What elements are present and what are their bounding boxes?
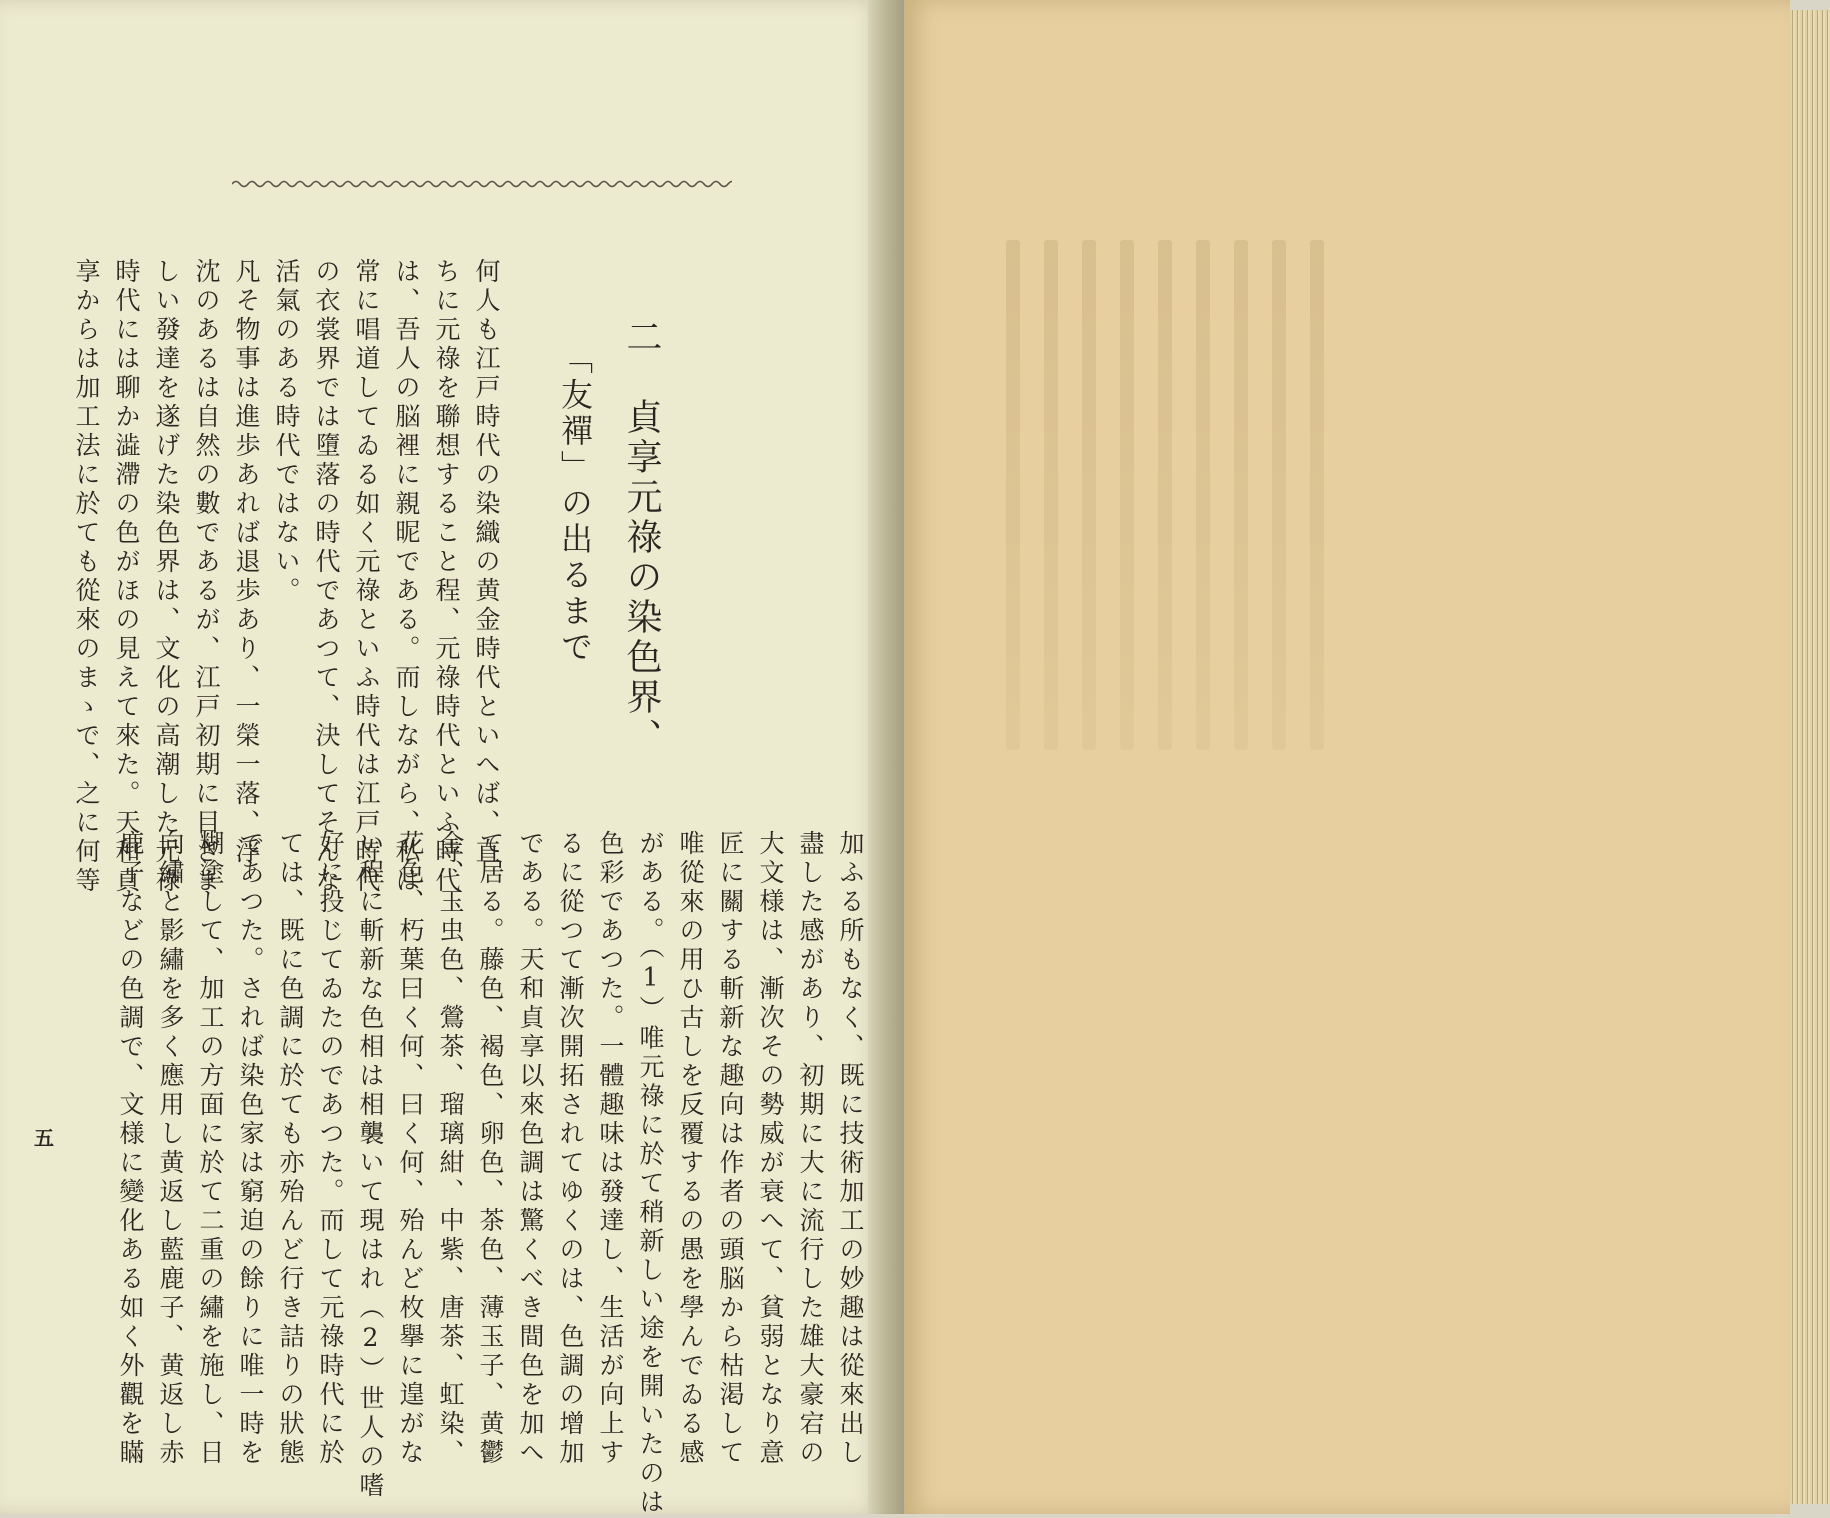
wavy-rule-divider (232, 176, 732, 192)
show-through-text (1006, 240, 1020, 750)
show-through-text (1044, 240, 1058, 750)
section-heading (542, 318, 674, 758)
show-through-text (1272, 240, 1286, 750)
show-through-text (1196, 240, 1210, 750)
page-number: 五 (34, 1126, 54, 1150)
section-title-line1: 貞享元祿の染色界、 (621, 398, 662, 758)
show-through-text (1158, 240, 1172, 750)
left-page (0, 0, 880, 1518)
page-edge-stack (1790, 10, 1830, 1504)
section-title-line2: 「友禪」の出るまで (556, 358, 594, 666)
body-text-lower: 加ふる所もなく、既に技術加工の妙趣は從來出し 盡した感があり、初期に大に流行した雄大豪宕の 大文様は、漸次その勢威が衰へて、貧弱となり意 匠に關する斬新な趣向は作者の頭脳から枯渇して 唯從來の用ひ古しを反覆するの愚を學んでゐる感 がある。（1）唯元祿に於て稍新しい途を開いたのは 色彩であつた。一體趣味は發達し、生活が向上す るに從つて漸次開拓されてゆくのは、色調の增加 である。天和貞享以來色調は驚くべき間色を加へ て居る。藤色、褐色、卵色、茶色、薄玉子、黄鬱 金、玉虫色、鶯茶、瑠璃紺、中紫、唐茶、虹染、 花色、朽葉曰く何、曰く何、殆んど枚擧に遑がな い程に斬新な色相は相襲いて現はれ（2）世人の嗜 好に投じてゐたのであつた。而して元祿時代に於 ては、既に色調に於ても亦殆んど行き詰りの狀態 であつた。されば染色家は窮迫の餘りに唯一時を 糊塗して、加工の方面に於て二重の繡を施し、日 向繡と影繡を多く應用し黄返し藍鹿子、黄返し赤 鹿子などの色調で、文様に變化ある如く外觀を瞞 (116, 830, 865, 1518)
show-through-text (1120, 240, 1134, 750)
book-gutter (868, 0, 904, 1514)
section-number: 二 (621, 318, 662, 358)
show-through-text (1310, 240, 1324, 750)
body-text-upper: 何人も江戸時代の染織の黄金時代といへば、直 ちに元祿を聯想すること程、元祿時代といふ時代 は、吾人の脳裡に親昵である。而しながら、私は 常に唱道してゐる如く元祿といふ時代は江戸時代 の衣裳界では墮落の時代であつて、決してそんな 活氣のある時代ではない。 凡そ物事は進歩あれば退歩あり、一榮一落、浮 沈のあるは自然の數であるが、江戸初期に目ざま しい發達を遂げた染色界は、文化の高潮した元祿 時代には聊か澁滯の色がほの見えて來た。天和貞 享からは加工法に於ても從來のまゝで、之に何等 (72, 258, 501, 896)
right-page-blank (904, 0, 1790, 1514)
show-through-text (1234, 240, 1248, 750)
show-through-text (1082, 240, 1096, 750)
